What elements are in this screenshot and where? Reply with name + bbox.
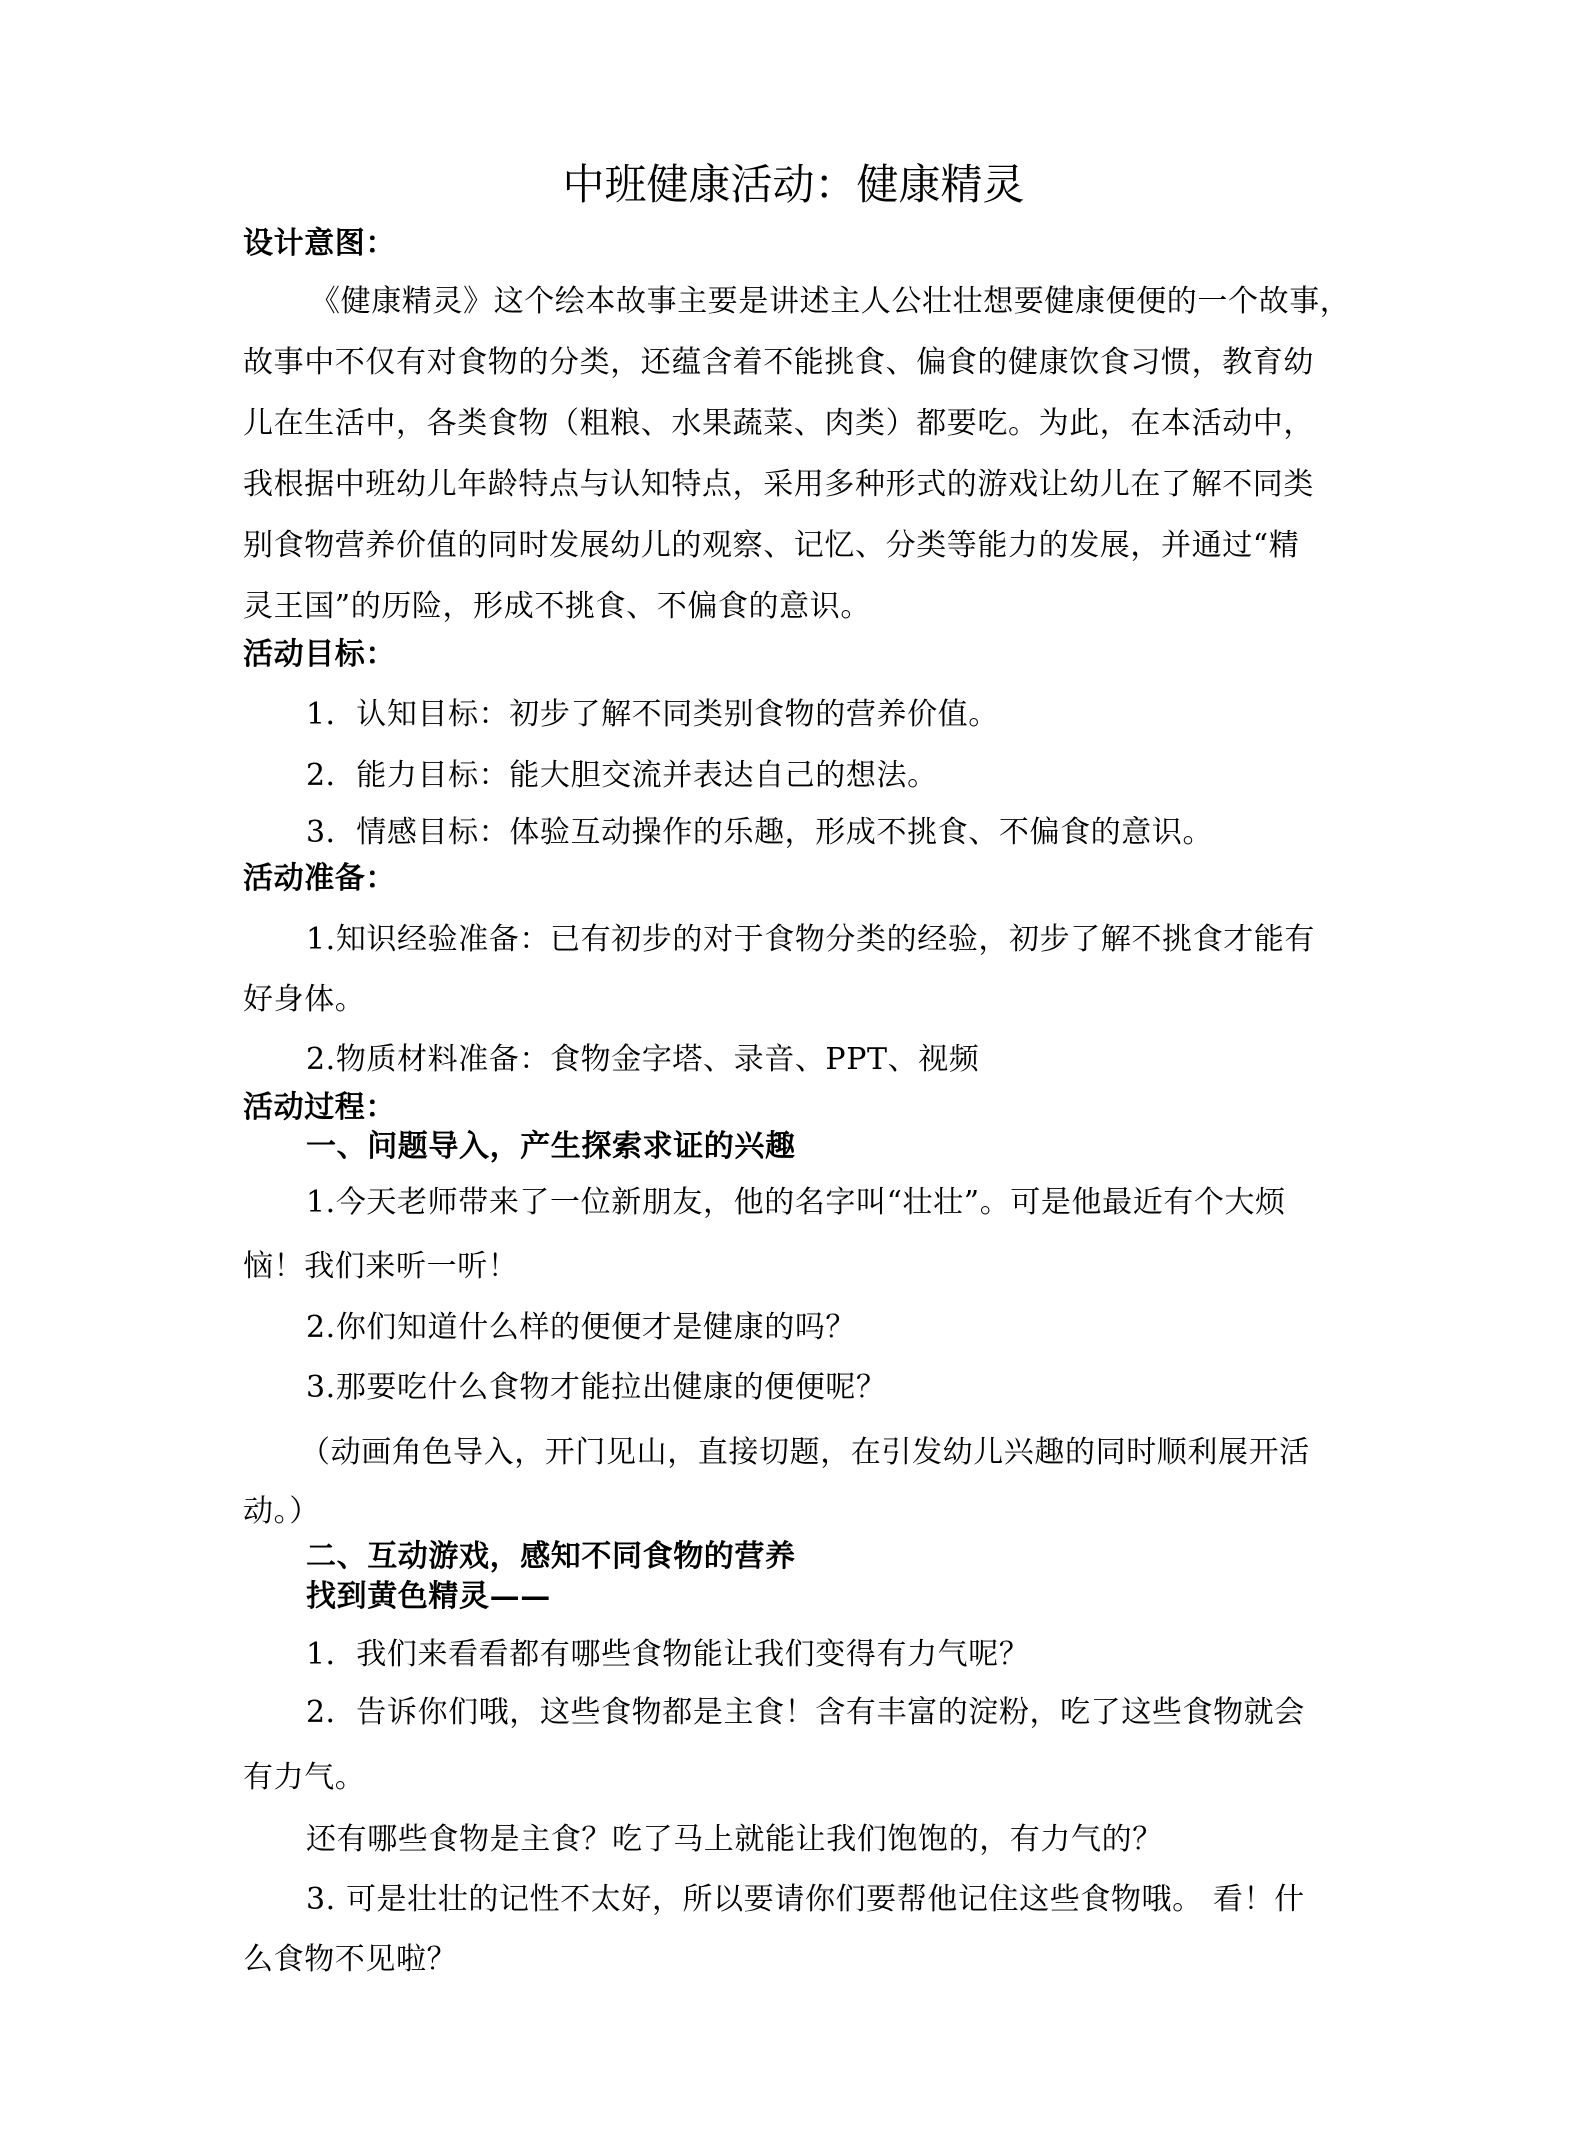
section-heading-design-intent: 设计意图： xyxy=(243,226,396,261)
section-heading-goals: 活动目标： xyxy=(243,637,396,672)
paragraph-line: 么食物不见啦？ xyxy=(243,1942,458,1977)
paragraph-line: 有力气。 xyxy=(243,1760,366,1795)
section-heading-process: 活动过程： xyxy=(243,1090,396,1125)
paragraph-line: 2．告诉你们哦，这些食物都是主食！含有丰富的淀粉，吃了这些食物就会 xyxy=(306,1695,1305,1730)
paragraph-line: 故事中不仅有对食物的分类，还蕴含着不能挑食、偏食的健康饮食习惯，教育幼 xyxy=(243,345,1314,380)
paragraph-line: 2.你们知道什么样的便便才是健康的吗？ xyxy=(306,1310,857,1345)
document-title: 中班健康活动：健康精灵 xyxy=(562,160,1025,209)
paragraph-line: 灵王国”的历险，形成不挑食、不偏食的意识。 xyxy=(243,589,871,624)
section-heading-preparation: 活动准备： xyxy=(243,861,396,896)
paragraph-line: 还有哪些食物是主食？吃了马上就能让我们饱饱的，有力气的？ xyxy=(306,1822,1163,1857)
paragraph-line: 3.那要吃什么食物才能拉出健康的便便呢？ xyxy=(306,1370,887,1405)
paragraph-line: 儿在生活中，各类食物（粗粮、水果蔬菜、肉类）都要吃。为此，在本活动中， xyxy=(243,406,1314,441)
process-part2-heading: 二、互动游戏，感知不同食物的营养 xyxy=(306,1539,796,1574)
paragraph-line: 恼！我们来听一听！ xyxy=(243,1249,519,1284)
paragraph-line: 1.知识经验准备：已有初步的对于食物分类的经验，初步了解不挑食才能有 xyxy=(306,922,1316,957)
goal-item: 3．情感目标：体验互动操作的乐趣，形成不挑食、不偏食的意识。 xyxy=(306,815,1214,850)
paragraph-line: 动。） xyxy=(243,1494,320,1529)
process-part2-subheading: 找到黄色精灵—— xyxy=(306,1579,551,1614)
paragraph-line: 好身体。 xyxy=(243,982,366,1017)
paragraph-line: 1．我们来看看都有哪些食物能让我们变得有力气呢？ xyxy=(306,1637,1030,1672)
paragraph-line: （动画角色导入，开门见山，直接切题，在引发幼儿兴趣的同时顺利展开活 xyxy=(300,1435,1310,1470)
paragraph-line: 1.今天老师带来了一位新朋友，他的名字叫“壮壮”。可是他最近有个大烦 xyxy=(306,1185,1286,1220)
paragraph-line: 2.物质材料准备：食物金字塔、录音、PPT、视频 xyxy=(306,1042,980,1077)
paragraph-line: 别食物营养价值的同时发展幼儿的观察、记忆、分类等能力的发展，并通过“精 xyxy=(243,528,1300,563)
goal-item: 1．认知目标：初步了解不同类别食物的营养价值。 xyxy=(306,697,999,732)
goal-item: 2．能力目标：能大胆交流并表达自己的想法。 xyxy=(306,758,938,793)
paragraph-line: 《健康精灵》这个绘本故事主要是讲述主人公壮壮想要健康便便的一个故事， xyxy=(310,284,1351,319)
process-part1-heading: 一、问题导入，产生探索求证的兴趣 xyxy=(306,1129,796,1164)
paragraph-line: 3. 可是壮壮的记性不太好，所以要请你们要帮他记住这些食物哦。 看！什 xyxy=(306,1882,1305,1917)
paragraph-line: 我根据中班幼儿年龄特点与认知特点，采用多种形式的游戏让幼儿在了解不同类 xyxy=(243,467,1314,502)
